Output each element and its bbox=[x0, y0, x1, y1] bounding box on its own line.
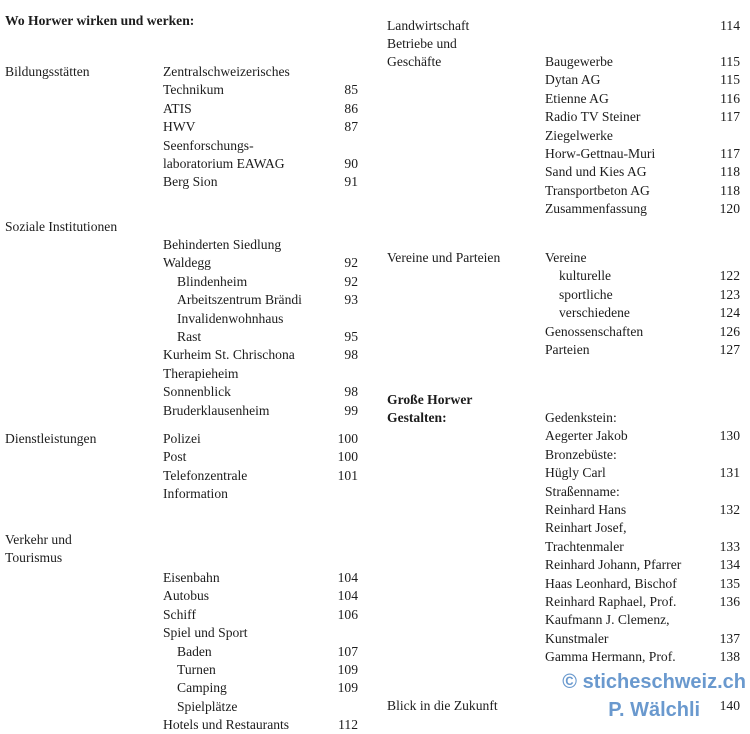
toc-entry-text: Berg Sion bbox=[163, 174, 218, 190]
toc-page-number: 115 bbox=[720, 72, 740, 88]
toc-entry-text: verschiedene bbox=[559, 305, 630, 321]
toc-entry-text: Baugewerbe bbox=[545, 54, 613, 69]
toc-entry-text: Gedenkstein: bbox=[545, 410, 617, 425]
toc-page-number: 101 bbox=[337, 467, 358, 483]
toc-page-number: 92 bbox=[344, 273, 358, 289]
toc-entry-text: Baden bbox=[177, 643, 212, 659]
toc-entry-text: Zentralschweizerisches bbox=[163, 64, 290, 79]
toc-page-number: 134 bbox=[719, 557, 740, 573]
toc-page-number: 91 bbox=[344, 174, 358, 190]
toc-category-label: Soziale Institutionen bbox=[5, 219, 118, 234]
toc-page-number: 126 bbox=[719, 323, 740, 339]
toc-entry-text: Transportbeton AG bbox=[545, 182, 650, 198]
toc-page-number: 104 bbox=[337, 570, 358, 585]
toc-entry-text: Bronzebüste: bbox=[545, 446, 617, 462]
toc-page-number: 109 bbox=[337, 680, 358, 696]
toc-page-number: 115 bbox=[720, 54, 740, 69]
toc-entry-text: Reinhard Raphael, Prof. bbox=[545, 594, 677, 609]
toc-page-number: 100 bbox=[337, 431, 358, 446]
toc-page-number: 124 bbox=[719, 305, 740, 321]
toc-entry-text: laboratorium EAWAG bbox=[163, 156, 285, 171]
toc-page-number: 98 bbox=[344, 347, 358, 363]
toc-entry-text: Telefonzentrale bbox=[163, 467, 248, 483]
toc-entry-text: Spielplätze bbox=[177, 698, 238, 714]
toc-entry-text: Spiel und Sport bbox=[163, 625, 248, 641]
toc-entry-text: Kurheim St. Chrischona bbox=[163, 347, 295, 363]
toc-entry-text: Gamma Hermann, Prof. bbox=[545, 649, 676, 665]
toc-entry-text: Radio TV Steiner bbox=[545, 109, 641, 125]
toc-page-number: 100 bbox=[337, 449, 358, 465]
toc-page-number: 85 bbox=[344, 82, 358, 98]
toc-category-label: Bildungsstätten bbox=[5, 64, 90, 79]
toc-entry-text: Bruderklausenheim bbox=[163, 402, 270, 418]
toc-page-number: 106 bbox=[337, 606, 358, 622]
toc-page-number: 90 bbox=[344, 156, 358, 171]
toc-entry-text: Ziegelwerke bbox=[545, 127, 613, 143]
toc-category-label: Dienstleistungen bbox=[5, 431, 97, 446]
toc-page-number: 118 bbox=[720, 182, 740, 198]
toc-entry-text: Turnen bbox=[177, 662, 216, 677]
toc-entry-text: Hügly Carl bbox=[545, 465, 606, 481]
toc-entry-text: Eisenbahn bbox=[163, 570, 220, 585]
toc-entry-text: Camping bbox=[177, 680, 227, 696]
toc-entry-text: Waldegg bbox=[163, 255, 211, 271]
toc-entry-text: Sand und Kies AG bbox=[545, 164, 647, 180]
toc-entry-text: Sonnenblick bbox=[163, 384, 231, 400]
watermark-line: © sticheschweiz.ch bbox=[562, 671, 746, 693]
toc-entry-text: Behinderten Siedlung bbox=[163, 237, 282, 252]
toc-entry-text: Kunstmaler bbox=[545, 630, 609, 646]
toc-entry-text: sportliche bbox=[559, 286, 613, 302]
toc-page-number: 117 bbox=[720, 109, 740, 125]
toc-category-label: Blick in die Zukunft bbox=[387, 698, 498, 713]
toc-entry-text: Aegerter Jakob bbox=[545, 428, 628, 444]
toc-entry-text: Blindenheim bbox=[177, 273, 248, 289]
toc-page-number: 117 bbox=[720, 146, 740, 161]
toc-category-label: Landwirtschaft bbox=[387, 18, 470, 33]
toc-page-number: 122 bbox=[719, 268, 740, 284]
toc-page-number: 98 bbox=[344, 384, 358, 400]
toc-category-label: Betriebe und bbox=[387, 36, 457, 51]
watermark bbox=[562, 668, 746, 724]
toc-entry-text: Hotels und Restaurants bbox=[163, 717, 290, 733]
toc-entry-text: Genossenschaften bbox=[545, 323, 644, 339]
toc-entry-text: Horw-Gettnau-Muri bbox=[545, 146, 656, 161]
toc-entry-text: Technikum bbox=[163, 82, 224, 98]
toc-page-number: 132 bbox=[719, 502, 740, 517]
toc-entry-text: kulturelle bbox=[559, 268, 612, 284]
toc-page-number: 116 bbox=[720, 90, 740, 106]
toc-page-number: 120 bbox=[719, 201, 740, 217]
toc-page-number: 107 bbox=[337, 643, 358, 659]
toc-heading: Wo Horwer wirken und werken: bbox=[5, 13, 195, 28]
toc-entry-text: Dytan AG bbox=[545, 72, 601, 88]
toc-page-number: 130 bbox=[719, 428, 740, 444]
toc-page-number: 104 bbox=[337, 588, 358, 604]
toc-page-number: 133 bbox=[719, 538, 740, 554]
toc-entry-text: Haas Leonhard, Bischof bbox=[545, 575, 677, 591]
toc-category-label: Tourismus bbox=[5, 550, 63, 566]
toc-page-number: 135 bbox=[719, 575, 740, 591]
toc-entry-text: Information bbox=[163, 486, 228, 502]
toc-entry-text: Zusammenfassung bbox=[545, 201, 647, 217]
toc-entry-text: Invalidenwohnhaus bbox=[177, 310, 284, 326]
toc-page-number: 136 bbox=[719, 594, 740, 609]
toc-entry-text: Parteien bbox=[545, 342, 590, 357]
toc-entry-text: Vereine bbox=[545, 250, 587, 265]
toc-entry-text: Reinhard Hans bbox=[545, 502, 627, 517]
toc-page-number: 93 bbox=[344, 292, 358, 308]
toc-entry-text: Reinhard Johann, Pfarrer bbox=[545, 557, 682, 573]
toc-entry-text: Therapieheim bbox=[163, 365, 239, 381]
toc-entry-text: Autobus bbox=[163, 588, 210, 604]
toc-category-label: Gestalten: bbox=[387, 410, 447, 426]
toc-page-number: 95 bbox=[344, 329, 358, 344]
toc-entry-text: Schiff bbox=[163, 606, 196, 622]
toc-entry-text: Straßenname: bbox=[545, 483, 620, 499]
toc-entry-text: Etienne AG bbox=[545, 90, 609, 106]
toc-page-number: 87 bbox=[344, 119, 358, 135]
toc-page-number: 92 bbox=[344, 255, 358, 271]
toc-entry-text: Post bbox=[163, 449, 187, 465]
toc-page-number: 99 bbox=[344, 402, 358, 418]
toc-category-label: Geschäfte bbox=[387, 54, 442, 70]
toc-entry-text: Rast bbox=[177, 329, 202, 344]
toc-entry-text: Polizei bbox=[163, 431, 201, 446]
toc-entry-text: HWV bbox=[163, 119, 196, 135]
toc-page-number: 127 bbox=[719, 342, 740, 357]
toc-page-number: 109 bbox=[337, 662, 358, 677]
toc-page-number: 86 bbox=[344, 100, 358, 116]
toc-page-number: 137 bbox=[719, 630, 740, 646]
toc-category-label: Große Horwer bbox=[387, 392, 473, 407]
toc-entry-text: Arbeitszentrum Brändi bbox=[177, 292, 302, 308]
toc-entry-text: Seenforschungs- bbox=[163, 137, 254, 153]
toc-category-label: Verkehr und bbox=[5, 532, 72, 547]
toc-page-number: 123 bbox=[719, 286, 740, 302]
toc-entry-text: Reinhart Josef, bbox=[545, 520, 627, 536]
toc-page-number: 131 bbox=[719, 465, 740, 481]
toc-category-label: Vereine und Parteien bbox=[387, 250, 501, 265]
toc-page-number: 140 bbox=[719, 698, 740, 713]
toc-page-number: 114 bbox=[720, 18, 740, 33]
toc-entry-text: ATIS bbox=[163, 100, 192, 116]
toc-page-number: 118 bbox=[720, 164, 740, 180]
toc-page-number: 112 bbox=[338, 717, 358, 733]
toc-entry-text: Trachtenmaler bbox=[545, 538, 624, 554]
watermark-line: P. Wälchli bbox=[608, 699, 701, 721]
toc-page-number: 138 bbox=[719, 649, 740, 665]
toc-entry-text: Kaufmann J. Clemenz, bbox=[545, 612, 670, 628]
